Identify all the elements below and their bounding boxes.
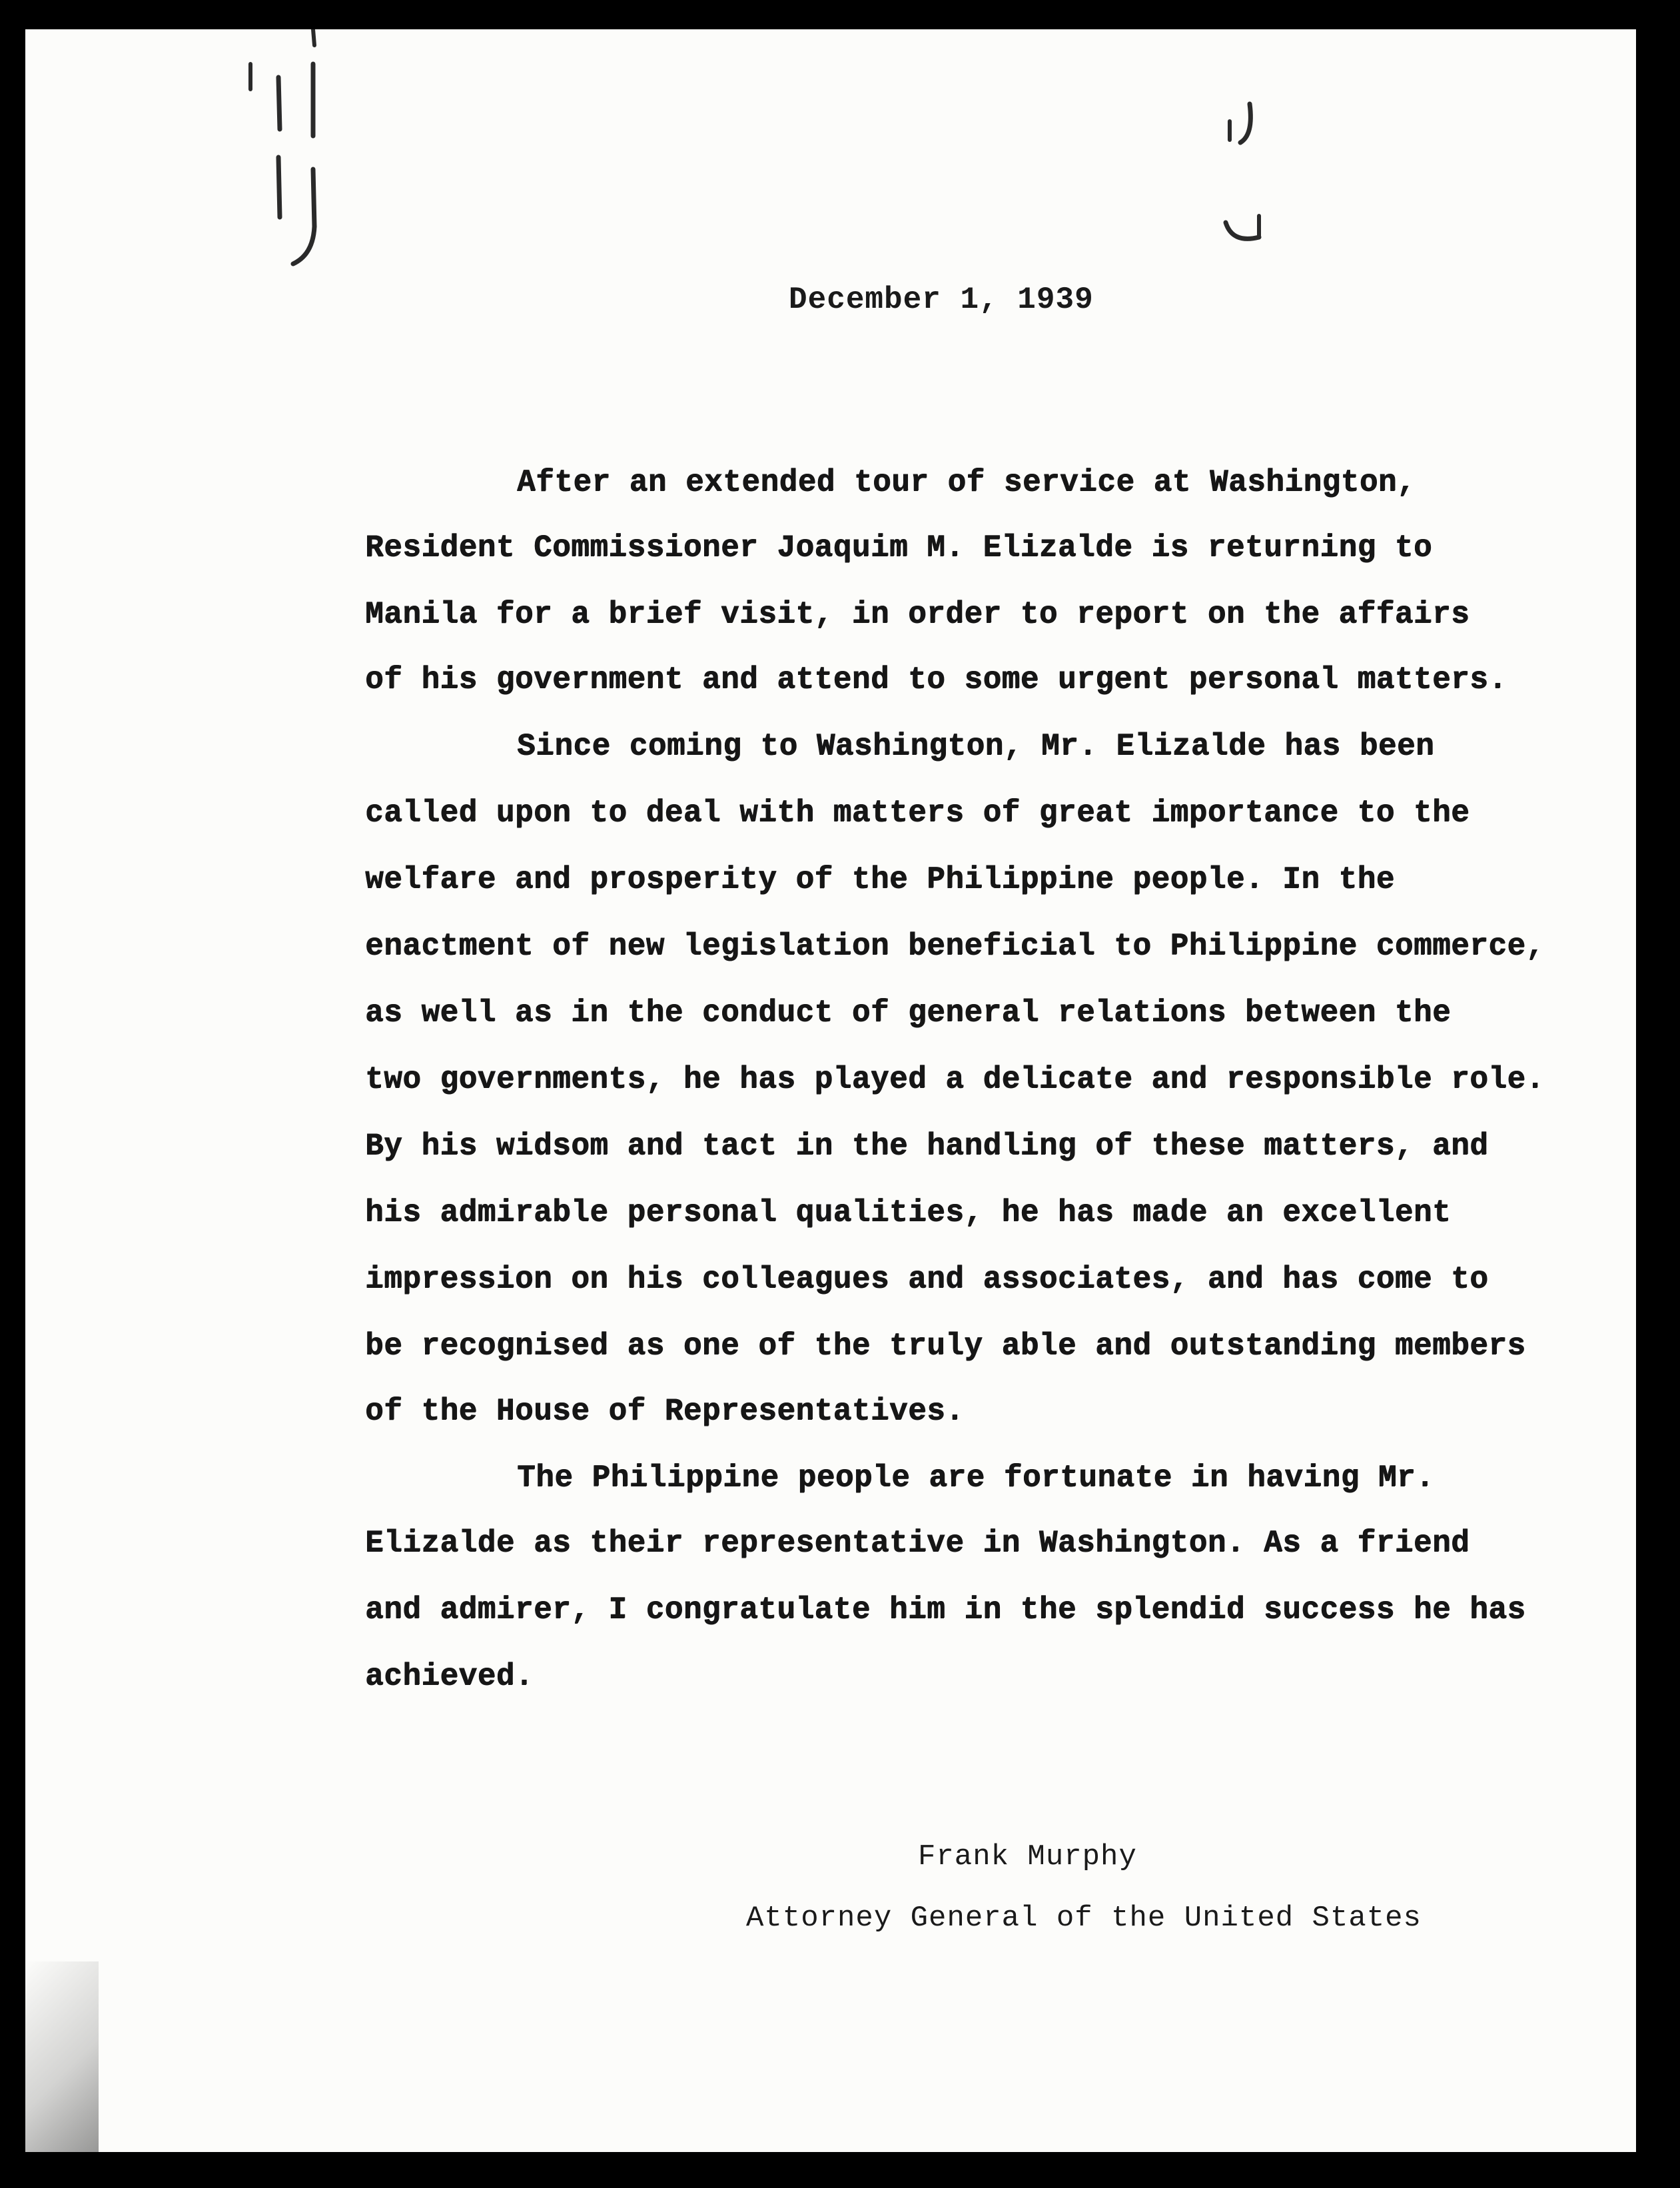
signature-name: Frank Murphy [918, 1840, 1137, 1874]
body-line-15: of the House of Representatives. [365, 1394, 965, 1428]
body-line-7: welfare and prosperity of the Philippine people. In the [365, 862, 1395, 897]
body-line-10: two governments, he has played a delicate and responsible role. [365, 1062, 1545, 1097]
body-line-2: Resident Commissioner Joaquim M. Elizalde is returning to [365, 530, 1432, 565]
body-line-1: After an extended tour of service at Washington, [517, 465, 1416, 500]
body-line-3: Manila for a brief visit, in order to report on the affairs [365, 597, 1470, 632]
body-line-16: The Philippine people are fortunate in having Mr. [517, 1460, 1435, 1495]
staple-marks-left [212, 29, 372, 282]
body-line-8: enactment of new legislation beneficial to Philippine commerce, [365, 929, 1545, 963]
staple-marks-right [1198, 69, 1278, 282]
body-line-18: and admirer, I congratulate him in the splendid success he has [365, 1592, 1526, 1627]
body-line-11: By his widsom and tact in the handling of these matters, and [365, 1129, 1489, 1163]
body-line-4: of his government and attend to some urgent personal matters. [365, 662, 1507, 697]
letter-date: December 1, 1939 [789, 282, 1094, 317]
body-line-14: be recognised as one of the truly able and outstanding members [365, 1329, 1526, 1363]
body-line-9: as well as in the conduct of general relations between the [365, 995, 1452, 1030]
letter-page [25, 29, 1636, 2152]
body-line-17: Elizalde as their representative in Washington. As a friend [365, 1526, 1470, 1560]
body-line-6: called upon to deal with matters of great importance to the [365, 796, 1470, 830]
signature-title: Attorney General of the United States [746, 1902, 1422, 1935]
scan-shadow [25, 1961, 99, 2152]
body-line-5: Since coming to Washington, Mr. Elizalde has been [517, 729, 1435, 764]
body-line-12: his admirable personal qualities, he has made an excellent [365, 1195, 1452, 1230]
body-line-19: achieved. [365, 1659, 534, 1694]
body-line-13: impression on his colleagues and associates, and has come to [365, 1262, 1489, 1297]
